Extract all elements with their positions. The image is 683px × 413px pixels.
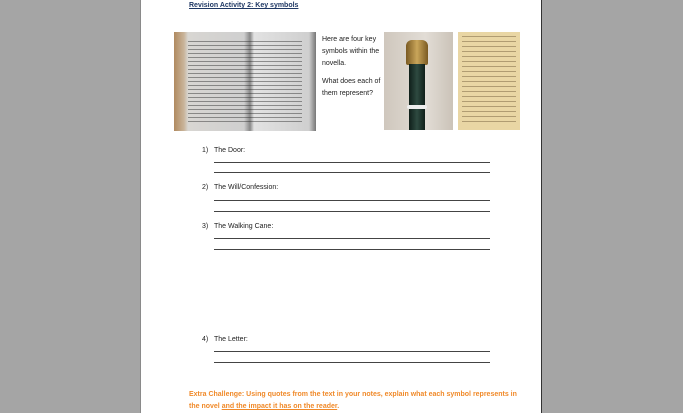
page-title: Revision Activity 2: Key symbols <box>189 2 299 9</box>
question-2 <box>202 184 278 191</box>
intro-text <box>322 34 392 106</box>
answer-line[interactable] <box>214 211 490 212</box>
question-3 <box>202 223 273 230</box>
question-label: The Letter: <box>214 336 248 343</box>
question-label: The Will/Confession: <box>214 184 279 191</box>
answer-line[interactable] <box>214 351 490 352</box>
question-label: The Walking Cane: <box>214 223 274 230</box>
question-label: The Door: <box>214 147 246 154</box>
answer-line[interactable] <box>214 162 490 163</box>
intro-line-2: What does each of them represent? <box>322 78 381 97</box>
answer-line[interactable] <box>214 362 490 363</box>
extra-underlined: and the impact it has on the reader <box>221 403 338 410</box>
letter-image <box>458 32 520 130</box>
question-number: 1) <box>202 147 209 154</box>
extra-challenge <box>189 389 519 413</box>
answer-line[interactable] <box>214 249 490 250</box>
question-4 <box>202 336 248 343</box>
question-number: 4) <box>202 336 209 343</box>
answer-line[interactable] <box>214 200 490 201</box>
document-page <box>140 0 542 413</box>
question-1 <box>202 147 245 154</box>
walking-cane-image <box>384 32 453 130</box>
question-number: 3) <box>202 223 209 230</box>
manuscript-image <box>174 32 316 131</box>
question-number: 2) <box>202 184 209 191</box>
extra-end: . <box>337 403 340 410</box>
answer-line[interactable] <box>214 238 490 239</box>
intro-line-1: Here are four key symbols within the novella. <box>322 36 380 67</box>
extra-text: Extra Challenge: Using quotes from the text in your notes, explain what each symbol represents in the novel <box>189 391 517 410</box>
answer-line[interactable] <box>214 172 490 173</box>
